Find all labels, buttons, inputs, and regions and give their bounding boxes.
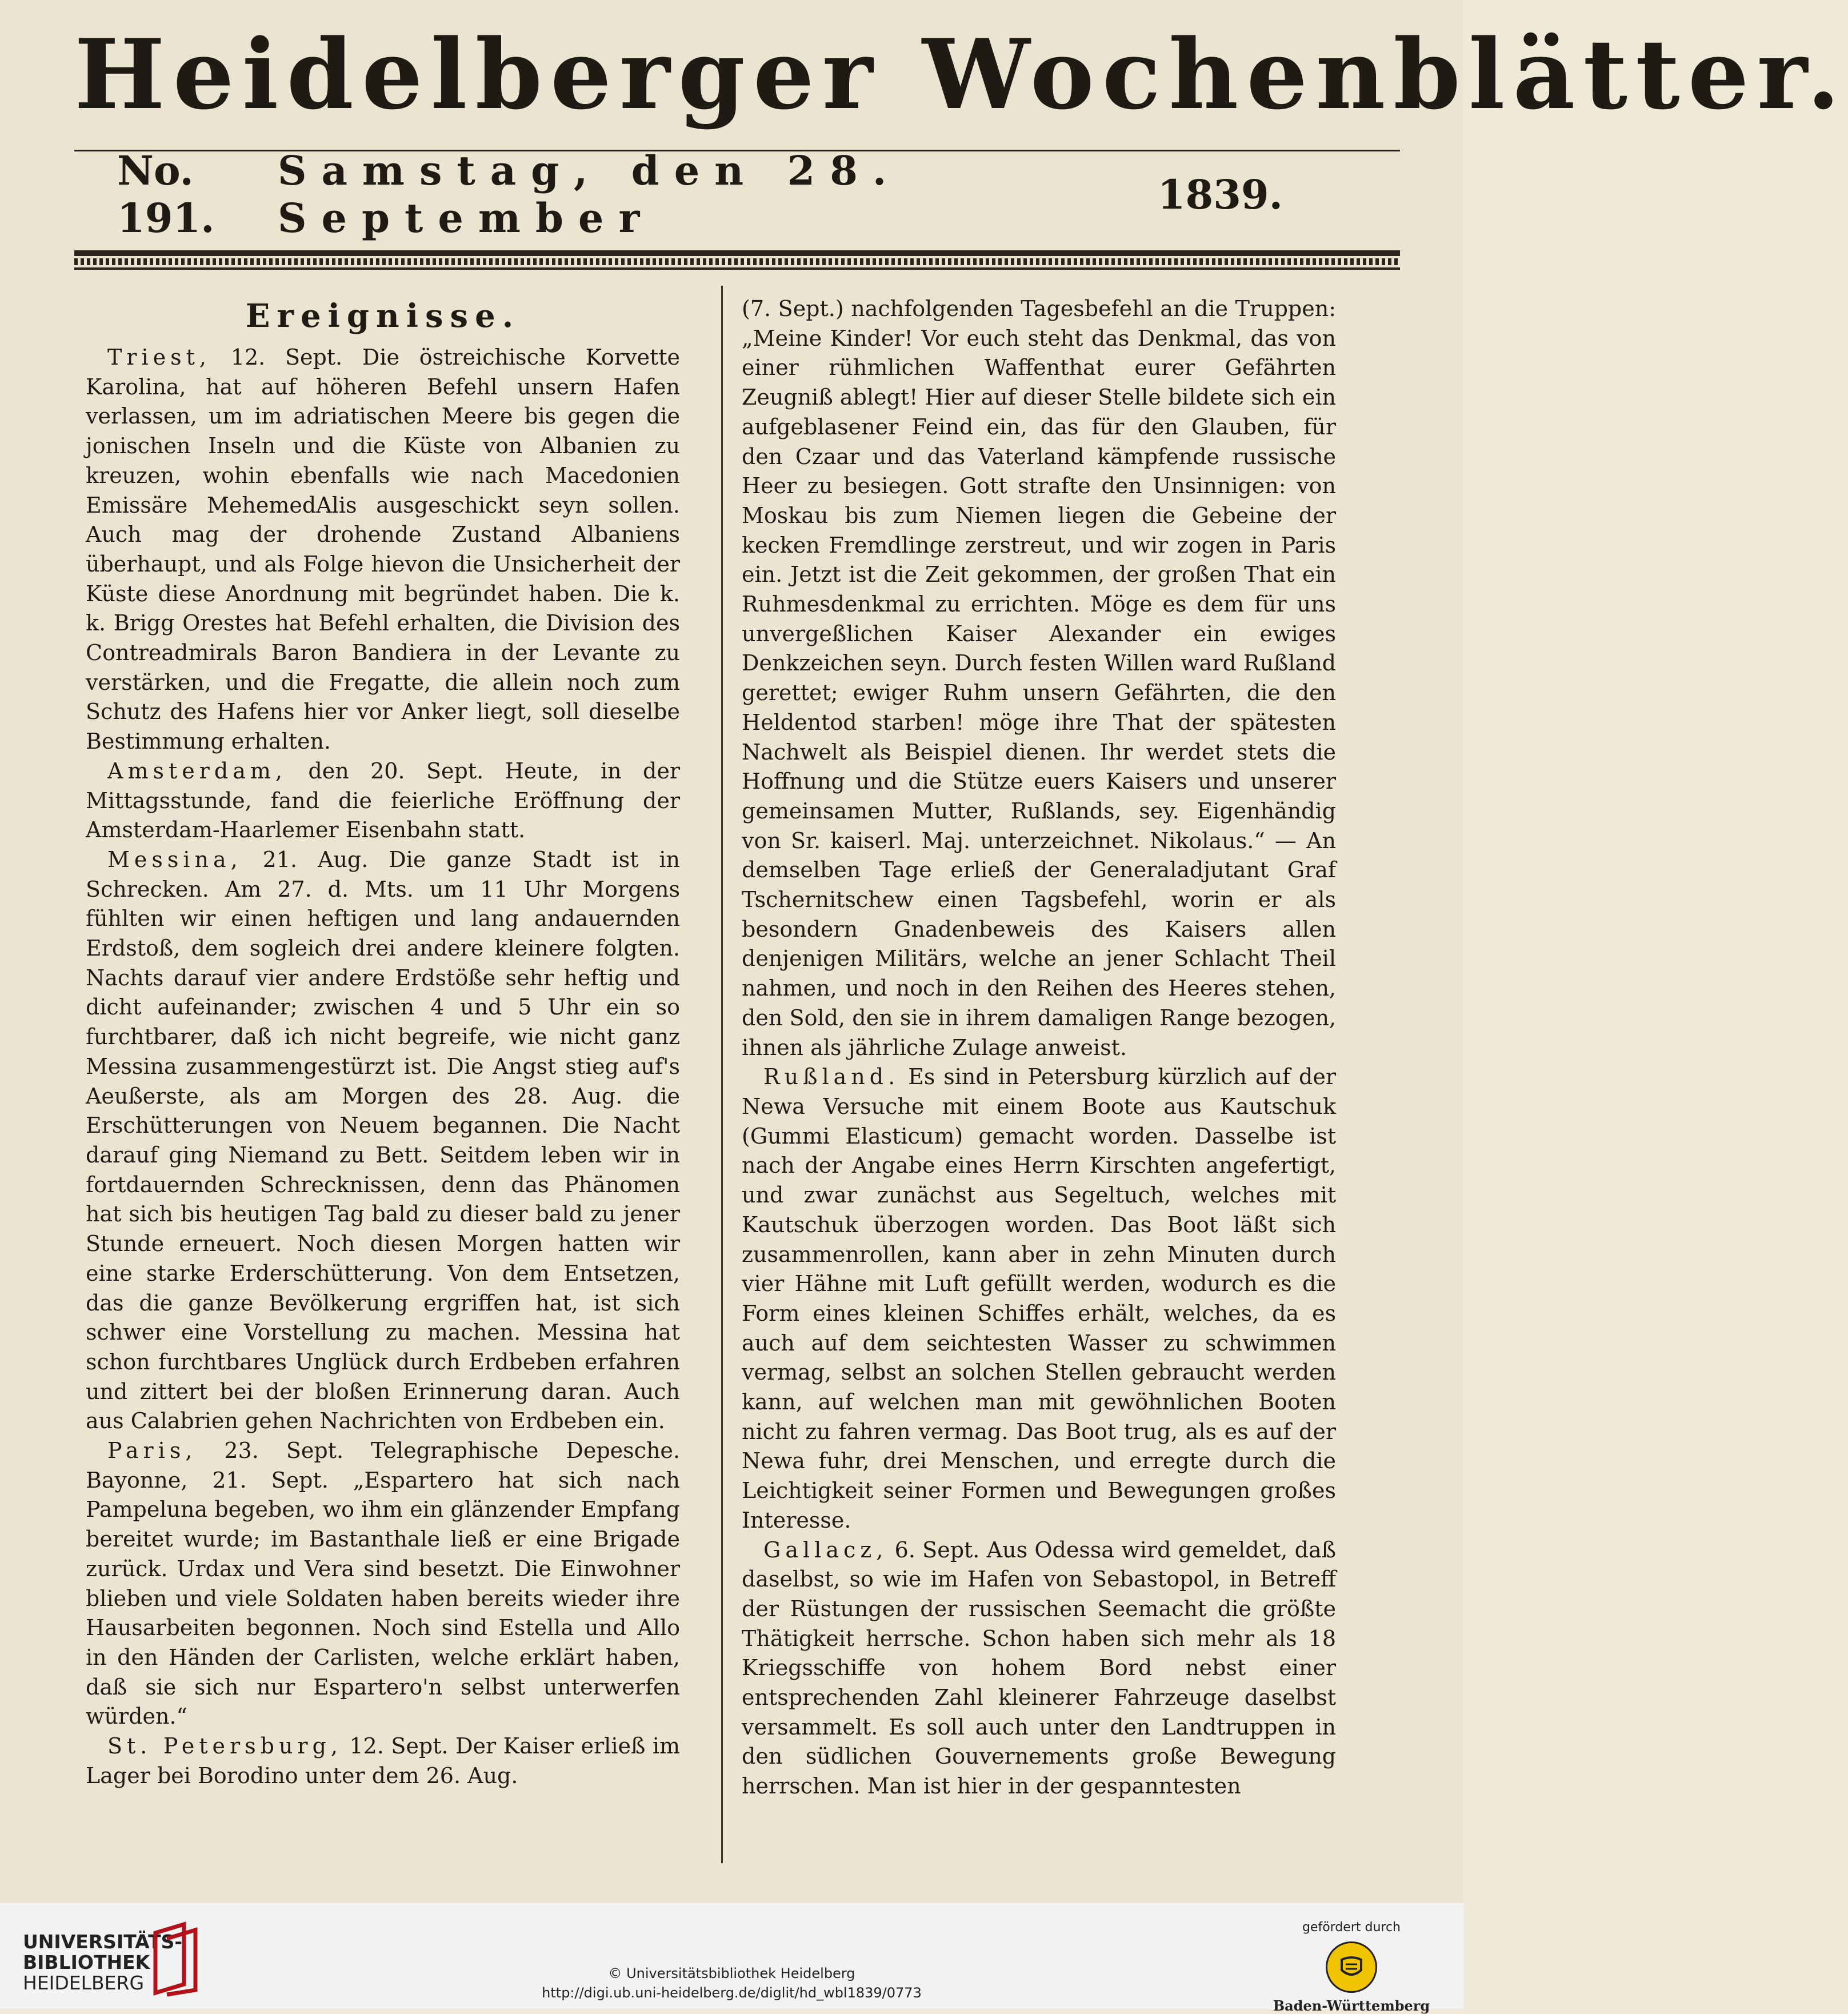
copyright-text: © Universitätsbibliothek Heidelberg	[608, 1965, 855, 1981]
logo-line: UNIVERSITÄTS-	[23, 1931, 183, 1953]
section-heading: Ereignisse.	[245, 297, 521, 335]
permalink[interactable]: http://digi.ub.uni-heidelberg.de/diglit/hd_wbl1839/0773	[542, 1985, 922, 2001]
article	[86, 1732, 680, 1791]
article	[742, 294, 1336, 1062]
issue-number: No. 191.	[117, 147, 215, 242]
article	[742, 1536, 1336, 1801]
issue-date: Samstag, den 28. September	[278, 147, 902, 242]
column-separator	[721, 286, 723, 1863]
header-rule-thin	[74, 267, 1400, 270]
article	[742, 1062, 1336, 1535]
state-crest-icon	[1326, 1941, 1377, 1993]
funded-by-label: gefördert durch	[1302, 1920, 1401, 1935]
logo-line: BIBLIOTHEK	[23, 1951, 150, 1973]
funder-name: Baden-Württemberg	[1273, 1997, 1430, 2014]
article-place: Rußland.	[763, 1064, 900, 1090]
article-text: 23. Sept. Telegraphische Depesche. Bayonne, 21. Sept. „Espartero hat sich nach Pampeluna begeben, wo ihm ein glänzender Empfang bereitet wurde; im Bastanthale ließ er eine Brigade zurück. Urdax und Vera sind besetzt. Die Einwohner blieben und viele Soldaten haben bereits wieder ihre Hausarbeiten begonnen. Noch sind Estella und Allo in den Händen der Carlisten, welche erklärt haben, daß sie sich nur Espartero'n selbst unterwerfen würden.“	[86, 1438, 680, 1729]
logo-line: HEIDELBERG	[23, 1972, 145, 1994]
article-place: Gallacz,	[763, 1537, 888, 1563]
header-rule-thick	[74, 250, 1400, 256]
article	[86, 757, 680, 845]
article-place: Paris,	[107, 1438, 197, 1464]
article-text: 12. Sept. Der Kaiser erließ im Lager bei Borodino unter dem 26. Aug.	[86, 1733, 681, 1788]
article	[86, 343, 680, 757]
header-rule-ornament	[74, 258, 1400, 265]
article-place: Messina,	[107, 846, 242, 872]
article-place: Triest,	[107, 345, 211, 370]
article-text: den 20. Sept. Heute, in der Mittagsstunde, fand die feierliche Eröffnung der Amsterdam-Haarlemer Eisenbahn statt.	[86, 758, 680, 843]
issue-year: 1839.	[1157, 170, 1283, 218]
copyright-notice	[0, 1964, 1463, 2003]
article-place: St. Petersburg,	[107, 1733, 343, 1759]
article	[86, 845, 680, 1436]
column-right	[742, 294, 1336, 1801]
article-place: Amsterdam,	[107, 758, 287, 784]
masthead-title: Heidelberger Wochenblätter.	[74, 18, 1848, 131]
funding-notice	[1257, 1920, 1446, 2014]
article-text: Es sind in Petersburg kürzlich auf der Newa Versuche mit einem Boote aus Kautschuk (Gummi Elasticum) gemacht worden. Dasselbe ist nach der Angabe eines Herrn Kirschten angefertigt, und zwar zunächst aus Segeltuch, welches mit Kautschuk überzogen worden. Das Boot läßt sich zusammenrollen, kann aber in zehn Minuten durch vier Hähne mit Luft gefüllt werden, wodurch es die Form eines kleinen Schiffes erhält, welches, da es auch auf dem seichtesten Wasser zu schwimmen vermag, selbst an solchen Stellen gebraucht werden kann, auf welchen man mit gewöhnlichen Booten nicht zu fahren vermag. Das Boot trug, als es auf der Newa fuhr, drei Menschen, und erregte durch die Leichtigkeit seiner Formen und Bewegungen großes Interesse.	[742, 1064, 1336, 1533]
article-text: 21. Aug. Die ganze Stadt ist in Schrecken. Am 27. d. Mts. um 11 Uhr Morgens fühlten wir einen heftigen und lang andauernden Erdstoß, dem sogleich drei andere kleinere folgten. Nachts darauf vier andere Erdstöße sehr heftig und dicht aufeinander; zwischen 4 und 5 Uhr ein so furchtbarer, daß ich nicht begreife, wie nicht ganz Messina zusammengestürzt ist. Die Angst stieg auf's Aeußerste, als am Morgen des 28. Aug. die Erschütterungen von Neuem begannen. Die Nacht darauf ging Niemand zu Bett. Seitdem leben wir in fortdauernden Schrecknissen, denn das Phänomen hat sich bis heutigen Tag bald zu dieser bald zu jener Stunde erneuert. Noch diesen Morgen hatten wir eine starke Erderschütterung. Von dem Entsetzen, das die ganze Bevölkerung ergriffen hat, ist sich schwer eine Vorstellung zu machen. Messina hat schon furchtbares Unglück durch Erdbeben erfahren und zittert bei der bloßen Erinnerung daran. Auch aus Calabrien gehen Nachrichten von Erdbeben ein.	[86, 846, 680, 1434]
dateline	[117, 147, 1283, 242]
article-text: (7. Sept.) nachfolgenden Tagesbefehl an die Truppen: „Meine Kinder! Vor euch steht das Denkmal, das von einer rühmlichen Waffenthat eurer Gefährten Zeugniß ablegt! Hier auf dieser Stelle bildete sich ein aufgeblasener Feind ein, das für den Glauben, für den Czaar und das Vaterland kämpfende russische Heer zu besiegen. Gott strafte den Unsinnigen: von Moskau bis zum Niemen liegen die Gebeine der kecken Fremdlinge zerstreut, und wir zogen in Paris ein. Jetzt ist die Zeit gekommen, der großen That ein Ruhmesdenkmal zu errichten. Möge es dem für uns unvergeßlichen Kaiser Alexander ein ewiges Denkzeichen seyn. Durch festen Willen ward Rußland gerettet; ewiger Ruhm unsern Gefährten, die den Heldentod starben! möge ihre That der spätesten Nachwelt als Beispiel dienen. Ihr werdet stets die Hoffnung und die Stütze euers Kaisers und unserer gemeinsamen Mutter, Rußlands, sey. Eigenhändig von Sr. kaiserl. Maj. unterzeichnet. Nikolaus.“ — An demselben Tage erließ der Generaladjutant Graf Tschernitschew einen Tagsbefehl, worin er als besondern Gnadenbeweis des Kaisers allen denjenigen Militärs, welche an jener Schlacht Theil nahmen, und noch in den Reihen des Heeres stehen, den Sold, den sie in ihrem damaligen Range bezogen, ihnen als jährliche Zulage anweist.	[742, 296, 1336, 1060]
article-text: 12. Sept. Die östreichische Korvette Karolina, hat auf höheren Befehl unsern Hafen verlassen, um im adriatischen Meere bis gegen die jonischen Inseln und die Küste von Albanien zu kreuzen, wohin ebenfalls wie nach Macedonien Emissäre MehemedAlis ausgeschickt seyn sollen. Auch mag der drohende Zustand Albaniens überhaupt, und als Folge hievon die Unsicherheit der Küste diese Anordnung mit begründet haben. Die k. k. Brigg Orestes hat Befehl erhalten, die Division des Contreadmirals Baron Bandiera in der Levante zu verstärken, und die Fregatte, die allein noch zum Schutz des Hafens hier vor Anker liegt, soll dieselbe Bestimmung erhalten.	[86, 345, 680, 754]
article-text: 6. Sept. Aus Odessa wird gemeldet, daß daselbst, so wie im Hafen von Sebastopol, in Betreff der Rüstungen der russischen Seemacht die größte Thätigkeit herrsche. Schon haben sich mehr als 18 Kriegsschiffe von hohem Bord nebst einer entsprechenden Zahl kleinerer Fahrzeuge daselbst versammelt. Es soll auch unter den Landtruppen in den südlichen Gouvernements große Bewegung herrschen. Man ist hier in der gespanntesten	[742, 1537, 1336, 1799]
article	[86, 1436, 680, 1732]
column-left	[86, 343, 680, 1791]
